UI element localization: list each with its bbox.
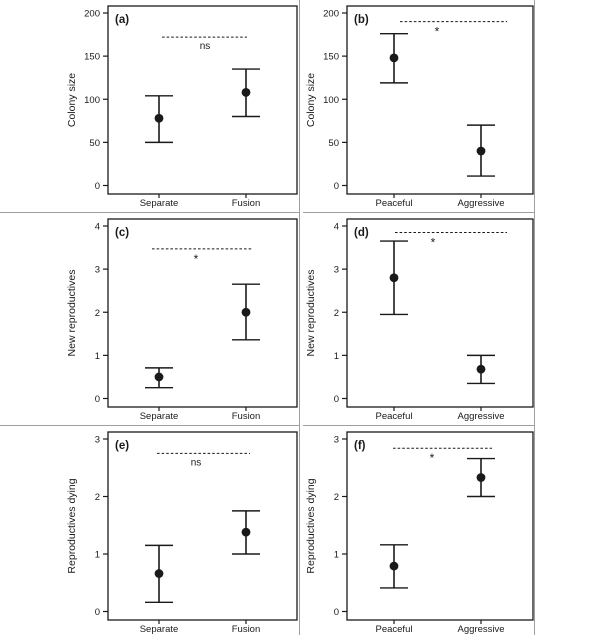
mean-point bbox=[390, 273, 399, 282]
significance-label: * bbox=[429, 451, 435, 466]
plot-box bbox=[108, 432, 297, 620]
category-label: Separate bbox=[139, 198, 179, 209]
y-tick-label: 50 bbox=[328, 137, 339, 149]
y-axis-label: New reproductives bbox=[305, 269, 317, 357]
panel-chart bbox=[303, 0, 535, 213]
category-label: Peaceful bbox=[375, 411, 413, 422]
plot-box bbox=[347, 219, 533, 407]
y-tick-label: 1 bbox=[333, 350, 339, 362]
panel-letter: (f) bbox=[354, 440, 366, 452]
y-tick-label: 0 bbox=[333, 394, 339, 405]
y-tick-label: 2 bbox=[94, 307, 100, 319]
y-tick-label: 200 bbox=[84, 8, 100, 20]
mean-point bbox=[477, 365, 486, 374]
y-tick-label: 50 bbox=[89, 137, 100, 149]
mean-point bbox=[242, 528, 251, 537]
significance-label: * bbox=[434, 24, 440, 39]
y-tick-label: 0 bbox=[94, 181, 100, 192]
panel-letter: (b) bbox=[354, 14, 369, 26]
panel-a bbox=[0, 0, 300, 213]
y-tick-label: 200 bbox=[323, 8, 339, 20]
mean-point bbox=[155, 569, 164, 578]
category-label: Aggressive bbox=[457, 624, 505, 635]
panel-letter: (a) bbox=[115, 14, 130, 26]
mean-point bbox=[155, 114, 164, 123]
mean-point bbox=[390, 53, 399, 62]
y-tick-label: 2 bbox=[333, 307, 339, 319]
category-label: Aggressive bbox=[457, 198, 505, 209]
panel-chart bbox=[303, 213, 535, 426]
y-tick-label: 0 bbox=[333, 607, 339, 618]
y-tick-label: 4 bbox=[333, 221, 339, 233]
panel-letter: (e) bbox=[115, 440, 130, 452]
y-axis-label: Reproductives dying bbox=[66, 478, 78, 574]
y-tick-label: 0 bbox=[94, 607, 100, 618]
y-tick-label: 150 bbox=[84, 51, 100, 63]
y-tick-label: 3 bbox=[94, 264, 100, 276]
y-tick-label: 0 bbox=[333, 181, 339, 192]
y-tick-label: 0 bbox=[94, 394, 100, 405]
panel-e bbox=[0, 426, 300, 635]
panel-letter: (d) bbox=[354, 227, 369, 239]
plot-box bbox=[347, 6, 533, 194]
category-label: Separate bbox=[139, 624, 179, 635]
panel-chart bbox=[0, 0, 300, 213]
y-tick-label: 3 bbox=[333, 264, 339, 276]
category-label: Fusion bbox=[231, 411, 261, 422]
plot-box bbox=[108, 219, 297, 407]
y-tick-label: 2 bbox=[333, 492, 339, 503]
mean-point bbox=[390, 562, 399, 571]
y-tick-label: 150 bbox=[323, 51, 339, 63]
significance-label: ns bbox=[190, 457, 202, 469]
y-tick-label: 100 bbox=[84, 94, 100, 106]
panel-chart bbox=[303, 426, 535, 635]
y-axis-label: New reproductives bbox=[66, 269, 78, 357]
category-label: Fusion bbox=[231, 624, 261, 635]
y-axis-label: Colony size bbox=[66, 72, 78, 128]
y-tick-label: 1 bbox=[333, 549, 339, 561]
plot-box bbox=[108, 6, 297, 194]
panel-letter: (c) bbox=[115, 227, 130, 239]
panel-c bbox=[0, 213, 300, 426]
mean-point bbox=[477, 147, 486, 156]
mean-point bbox=[477, 473, 486, 482]
category-label: Fusion bbox=[231, 198, 261, 209]
y-tick-label: 2 bbox=[94, 492, 100, 503]
y-tick-label: 4 bbox=[94, 221, 100, 233]
category-label: Peaceful bbox=[375, 198, 413, 209]
y-tick-label: 1 bbox=[94, 350, 100, 362]
category-label: Separate bbox=[139, 411, 179, 422]
plot-box bbox=[347, 432, 533, 620]
y-axis-label: Reproductives dying bbox=[305, 478, 317, 574]
significance-label: ns bbox=[199, 41, 211, 53]
y-tick-label: 3 bbox=[94, 434, 100, 446]
mean-point bbox=[242, 308, 251, 317]
category-label: Aggressive bbox=[457, 411, 505, 422]
mean-point bbox=[155, 373, 164, 382]
significance-label: * bbox=[430, 235, 436, 250]
panel-f bbox=[303, 426, 535, 635]
mean-point bbox=[242, 88, 251, 97]
y-tick-label: 100 bbox=[323, 94, 339, 106]
panel-chart bbox=[0, 213, 300, 426]
panel-b bbox=[303, 0, 535, 213]
category-label: Peaceful bbox=[375, 624, 413, 635]
y-tick-label: 3 bbox=[333, 434, 339, 446]
y-axis-label: Colony size bbox=[305, 72, 317, 128]
y-tick-label: 1 bbox=[94, 549, 100, 561]
significance-label: * bbox=[193, 251, 199, 266]
panel-d bbox=[303, 213, 535, 426]
panel-chart bbox=[0, 426, 300, 635]
